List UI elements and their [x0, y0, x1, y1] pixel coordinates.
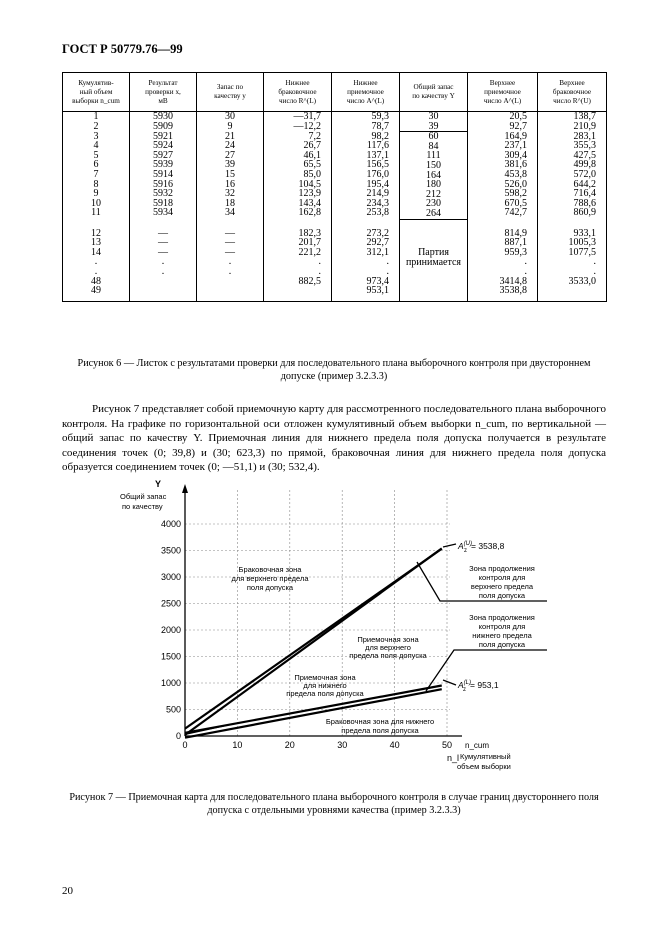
x-axis-title-2: объем выборки — [457, 762, 511, 771]
x-tick-label: 10 — [232, 740, 243, 750]
page-number: 20 — [62, 885, 73, 897]
table-row — [63, 219, 607, 302]
y-tick-label: 500 — [165, 704, 181, 715]
x-axis-title: Кумулятивный — [460, 752, 511, 761]
cell: — — — . . — [158, 227, 168, 277]
x-tick-label: 30 — [337, 740, 348, 750]
y-tick-label: 4000 — [160, 519, 181, 529]
cell: 98,2 117,6 137,1 156,5 176,0 195,4 214,9 234,3 253,8 — [366, 130, 389, 219]
body-paragraph: Рисунок 7 представляет собой приемочную карту для рассмотренного последовательного плана выборочного контроля. На графике по горизонтальной оси отложен кумулятивный объем выборки n_cum, по вертикальной — общий запас по качеству Y. Приемочная линия для нижнего предела поля допуска получается в результате соединения точек (0; 39,8) и (30; 623,3) по прямой, браковочная линия для нижнего предела поля допуска образуется соединением точек (0; —51,1) и (30; 532,4). — [62, 403, 606, 474]
cell: 12 13 14 . . 48 49 — [91, 227, 101, 297]
x-tick-label: 40 — [389, 740, 400, 750]
cell: —31,7 —12,2 — [293, 111, 321, 132]
figure-7-caption: Рисунок 7 — Приемочная карта для последовательного плана выборочного контроля в случае границ двустороннего поля допуска с отдельными уровнями качества (пример 3.2.3.3) — [69, 792, 599, 816]
cell: 7,2 26,7 46,1 65,5 85,0 104,5 123,9 143,4 162,8 — [298, 130, 321, 219]
header-upper-reject: Верхнее браковочное число R^(U) — [538, 73, 607, 112]
table-row — [63, 112, 607, 132]
x-tick-label: 20 — [284, 740, 295, 750]
cell: 138,7 210,9 — [573, 111, 596, 132]
y-tick-label: 3500 — [160, 545, 181, 556]
cell: 933,1 1005,3 1077,5 . . 3533,0 — [568, 227, 596, 287]
label-au: $A^{(U)}$ z = 3538,8 — [458, 541, 505, 554]
results-table — [62, 72, 607, 302]
cell: 814,9 887,1 959,3 . . 3414,8 3538,8 — [499, 227, 527, 297]
cell: 3 4 5 6 7 8 9 10 11 — [91, 130, 101, 219]
x-tick-label: 0 — [182, 740, 188, 750]
header-total-margin: Общий запас по качеству Y — [400, 73, 468, 112]
x-axis-symbol: n_cum — [465, 741, 490, 750]
y-axis-title: Общий запас — [120, 492, 167, 501]
cell: 21 24 27 39 15 16 32 18 34 — [225, 130, 235, 219]
y-axis-letter: Y — [155, 479, 162, 489]
header-n-cum: Кумулятив- ный объем выборки n_cum — [63, 73, 130, 112]
cell: 273,2 292,7 312,1 . . 973,4 953,1 — [366, 227, 389, 297]
y-axis-arrow — [182, 484, 188, 493]
zone-reject-lower: Браковочная зона для нижнего предела поля допуска — [325, 717, 435, 735]
header-margin: Запас по качеству y — [197, 73, 264, 112]
leader-al — [443, 680, 456, 685]
table-row — [63, 132, 607, 219]
y-tick-label: 3000 — [160, 572, 181, 582]
cell: 59,3 78,7 — [371, 111, 389, 132]
header-upper-accept: Верхнее приемочное число A^(L) — [468, 73, 538, 112]
cell: 1 2 — [93, 111, 99, 132]
y-axis-title-2: по качеству — [122, 502, 163, 511]
x-tick-label: 50 — [441, 740, 453, 750]
batch-accepted: Партия принимается — [405, 247, 462, 268]
zone-continue-upper: Зона продолжения контроля для верхнего предела поля допуска — [469, 564, 535, 600]
zone-accept-lower: Приемочная зона для нижнего предела поля допуска — [286, 673, 364, 698]
y-tick-label: 1500 — [160, 651, 181, 662]
header-lower-reject: Нижнее браковочное число R^(L) — [264, 73, 332, 112]
y-tick-label: 1000 — [160, 678, 181, 688]
cell: 182,3 201,7 221,2 . . 882,5 — [298, 227, 321, 287]
acceptance-chart — [110, 478, 560, 780]
cell: 30 39 — [428, 111, 439, 132]
x-axis-letter: n_l — [447, 753, 460, 763]
cell: 30 9 — [225, 111, 235, 132]
cell: 5930 5909 — [153, 111, 173, 132]
cell: 283,1 355,3 427,5 499,8 572,0 644,2 716,4 788,6 860,9 — [573, 130, 596, 219]
y-tick-label: 2000 — [160, 625, 181, 635]
zone-reject-upper: Браковочная зона для верхнего предела поля допуска — [231, 565, 309, 592]
cell: 60 84 111 150 164 180 212 230 264 — [426, 131, 441, 219]
cell: 5921 5924 5927 5939 5914 5916 5932 5918 5934 — [153, 130, 173, 219]
leader-au — [443, 544, 456, 547]
header-result: Результат проверки x, мВ — [130, 73, 197, 112]
chart-grid — [185, 490, 450, 736]
label-al: $A^{(L)}$ z = 953,1 — [458, 680, 499, 693]
document-header: ГОСТ Р 50779.76—99 — [62, 42, 183, 56]
zone-continue-lower: Зона продолжения контроля для нижнего предела поля допуска — [469, 613, 535, 649]
figure-6-caption: Рисунок 6 — Листок с результатами проверки для последовательного плана выборочного контроля при двустороннем допуске (пример 3.2.3.3) — [77, 358, 591, 382]
header-lower-accept: Нижнее приемочное число A^(L) — [332, 73, 400, 112]
zone-accept-upper: Приемочная зона для верхнего предела поля допуска — [349, 635, 427, 660]
cell: 164,9 237,1 309,4 381,6 453,8 526,0 598,2 670,5 742,7 — [504, 130, 527, 219]
y-tick-label: 0 — [175, 731, 181, 741]
table-header-row — [63, 73, 607, 112]
cell: — — — . . — [225, 227, 235, 277]
cell: 20,5 92,7 — [509, 111, 527, 132]
y-tick-label: 2500 — [160, 598, 181, 609]
